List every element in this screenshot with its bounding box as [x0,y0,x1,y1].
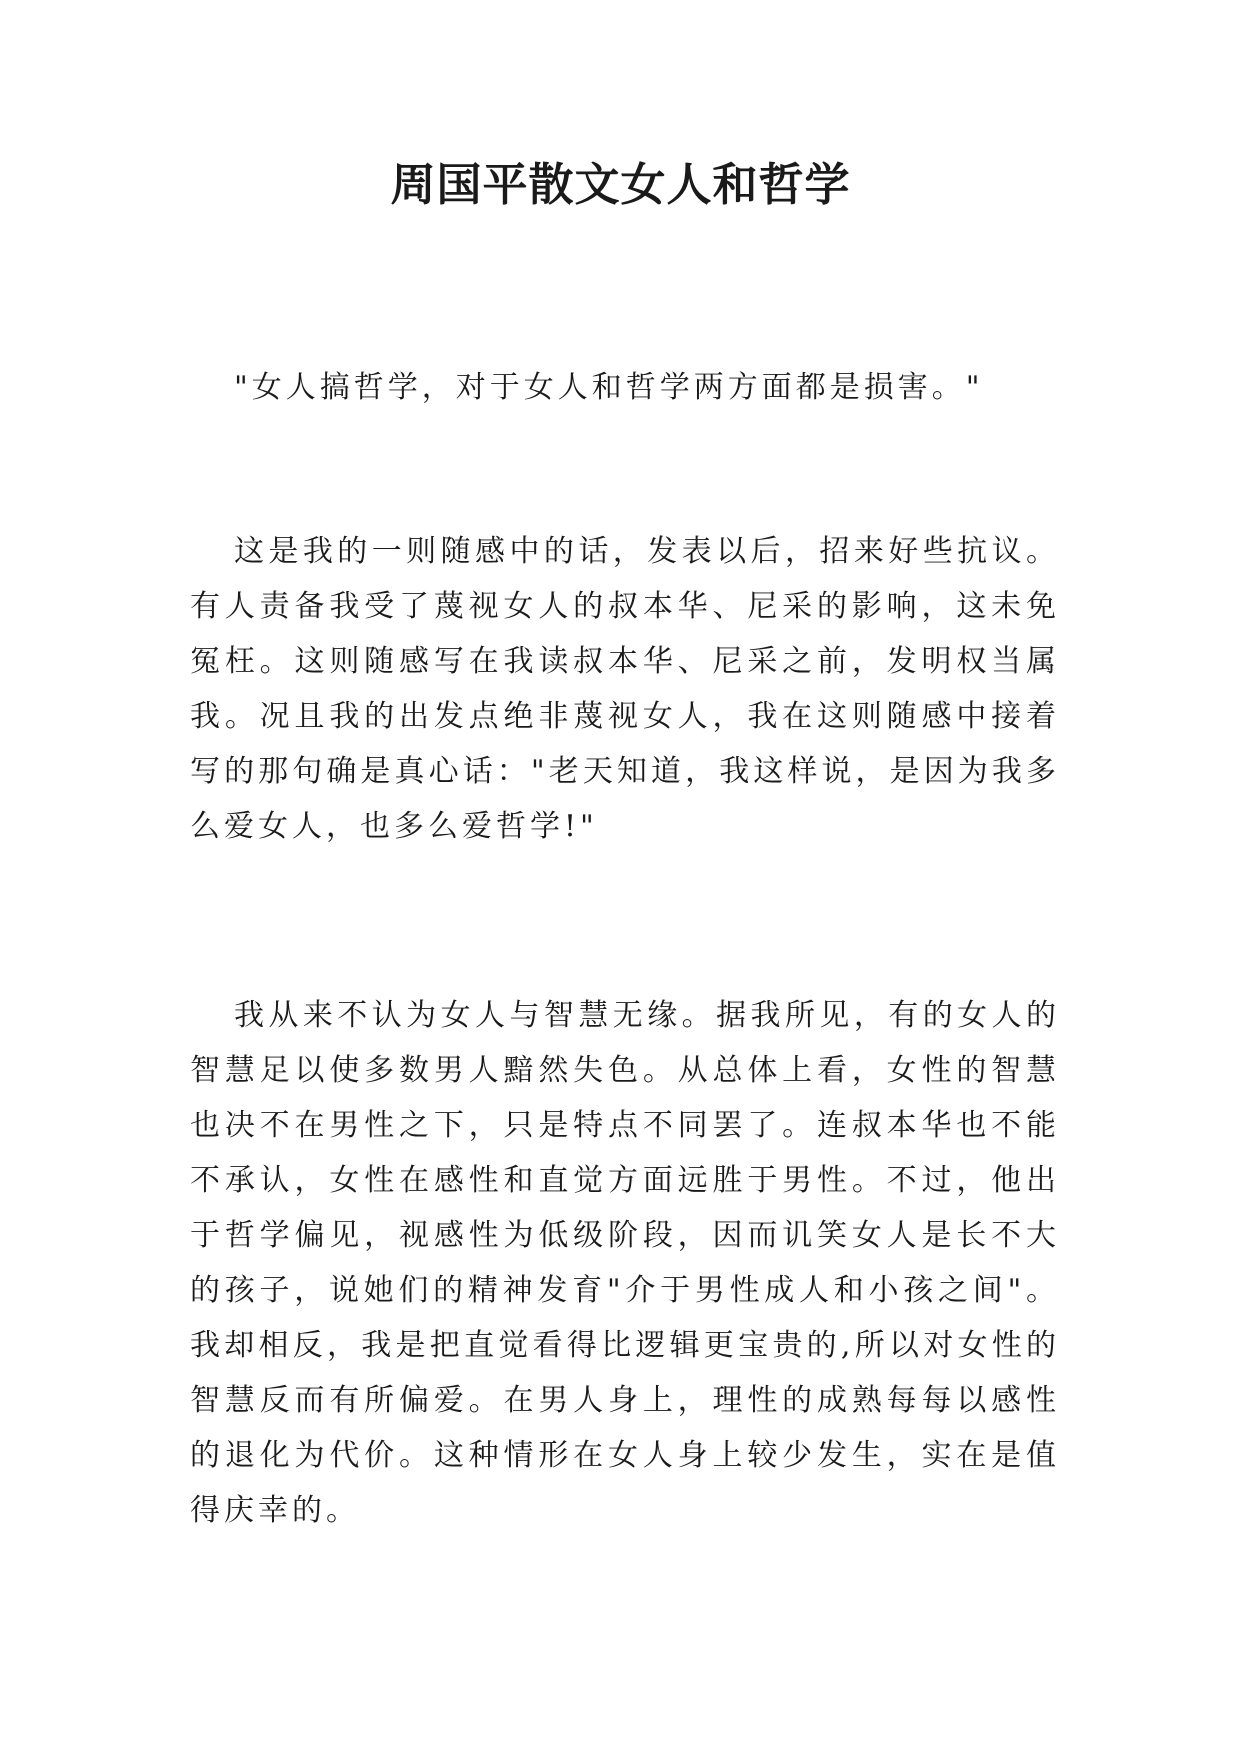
document-title: 周国平散文女人和哲学 [390,158,851,211]
paragraph-quote: "女人搞哲学，对于女人和哲学两方面都是损害。" [234,370,984,405]
paragraph-2: 这是我的一则随感中的话，发表以后，招来好些抗议。有人责备我受了蔑视女人的叔本华、尼采的影响，这未免冤枉。这则随感写在我读叔本华、尼采之前，发明权当属我。况且我的出发点绝非蔑视女人，我在这则随感中接着写的那句确是真心话："老天知道，我这样说，是因为我多么爱女人，也多么爱哲学!" [190,534,1060,844]
paragraph-3: 我从来不认为女人与智慧无缘。据我所见，有的女人的智慧足以使多数男人黯然失色。从总体上看，女性的智慧也决不在男性之下，只是特点不同罢了。连叔本华也不能不承认，女性在感性和直觉方面远胜于男性。不过，他出于哲学偏见，视感性为低级阶段，因而讥笑女人是长不大的孩子，说她们的精神发育"介于男性成人和小孩之间"。我却相反，我是把直觉看得比逻辑更宝贵的,所以对女性的智慧反而有所偏爱。在男人身上，理性的成熟每每以感性的退化为代价。这种情形在女人身上较少发生，实在是值得庆幸的。 [190,998,1060,1528]
